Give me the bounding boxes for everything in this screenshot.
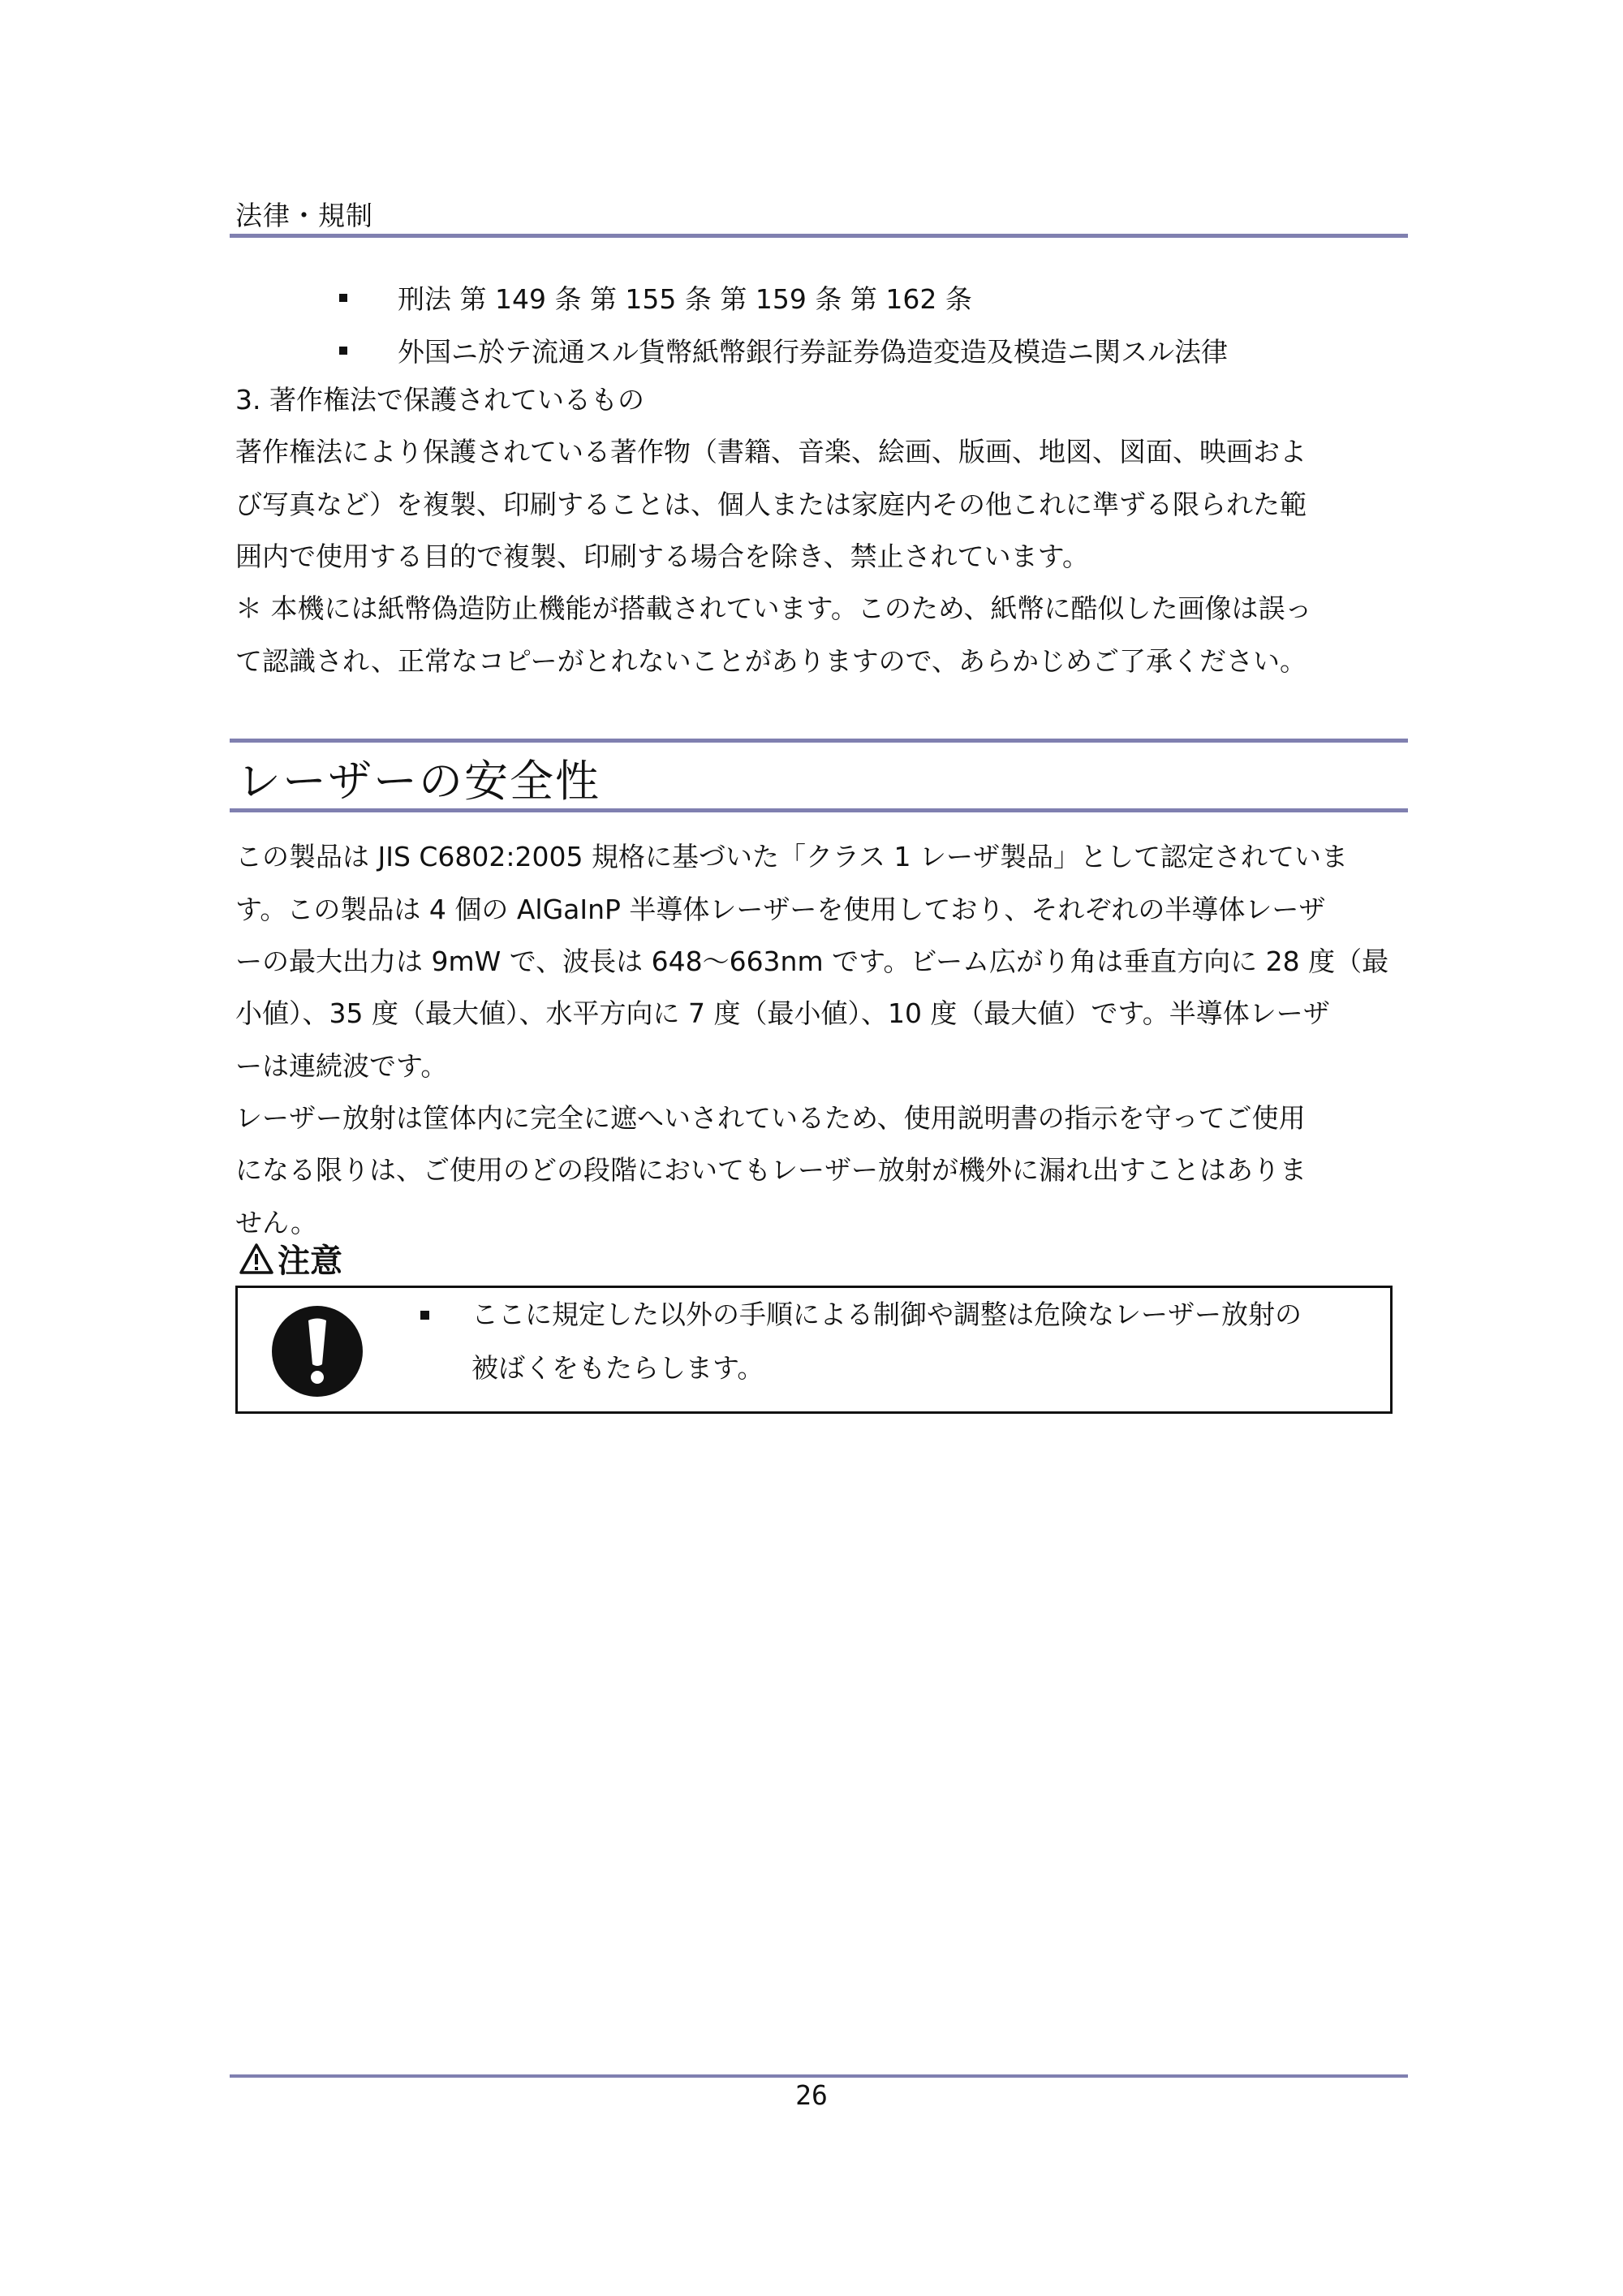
copyright-paragraph-line: 著作権法により保護されている著作物（書籍、音楽、絵画、版画、地図、図面、映画およ: [235, 436, 1307, 467]
header-rule: [230, 234, 1408, 238]
caution-text-line: 被ばくをもたらします。: [471, 1352, 764, 1384]
page-number: 26: [795, 2079, 828, 2111]
section-rule-top: [230, 739, 1408, 743]
copyright-heading: 3. 著作権法で保護されているもの: [235, 384, 644, 416]
laser-paragraph-line: す。この製品は 4 個の AlGaInP 半導体レーザーを使用しており、それぞれの半導体レーザ: [235, 894, 1326, 925]
laser-paragraph-line: ーは連続波です。: [235, 1050, 448, 1082]
warning-triangle-icon: [239, 1243, 274, 1275]
caution-text-line: ここに規定した以外の手順による制御や調整は危険なレーザー放射の: [471, 1299, 1302, 1330]
law-list-item: [339, 331, 1228, 369]
section-rule-bottom: [230, 808, 1408, 812]
copyright-paragraph-line: 囲内で使用する目的で複製、印刷する場合を除き、禁止されています。: [235, 541, 1090, 572]
running-header: 法律・規制: [235, 200, 373, 231]
exclamation-circle-icon: [272, 1306, 363, 1400]
counterfeit-note-line: ＊ 本機には紙幣偽造防止機能が搭載されています。このため、紙幣に酷似した画像は誤っ: [235, 592, 1312, 624]
caution-text: [471, 1288, 1302, 1395]
copyright-paragraph-line: び写真など）を複製、印刷することは、個人または家庭内その他これに準ずる限られた範: [235, 489, 1307, 520]
laser-paragraph-line: この製品は JIS C6802:2005 規格に基づいた「クラス 1 レーザ製品」として認定されていま: [235, 841, 1348, 872]
laser-paragraph-line: レーザー放射は筐体内に完全に遮へいされているため、使用説明書の指示を守ってご使用: [235, 1102, 1306, 1134]
footer-rule: [230, 2074, 1408, 2078]
counterfeit-note-line: て認識され、正常なコピーがとれないことがありますので、あらかじめご了承ください。: [235, 645, 1307, 677]
law-list-item: [339, 278, 972, 317]
caution-heading: [239, 1235, 342, 1282]
caution-box: [235, 1286, 1393, 1414]
section-title: レーザーの安全性: [237, 756, 601, 807]
law-list-item-text: 刑法 第 149 条 第 155 条 第 159 条 第 162 条: [398, 283, 972, 315]
laser-paragraph-line: ーの最大出力は 9mW で、波長は 648～663nm です。ビーム広がり角は垂直方向に 28 度（最: [235, 946, 1389, 977]
laser-paragraph-line: になる限りは、ご使用のどの段階においてもレーザー放射が機外に漏れ出すことはありま: [235, 1154, 1307, 1186]
laser-paragraph-line: せん。: [235, 1207, 317, 1238]
law-list-item-text: 外国ニ於テ流通スル貨幣紙幣銀行券証券偽造変造及模造ニ関スル法律: [398, 336, 1228, 368]
bullet-square-icon: [420, 1311, 429, 1320]
bullet-square-icon: [339, 347, 347, 355]
laser-paragraph-line: 小値）、35 度（最大値）、水平方向に 7 度（最小値）、10 度（最大値）です。半導体レーザ: [235, 997, 1330, 1029]
caution-heading-label: 注意: [278, 1243, 342, 1280]
bullet-square-icon: [339, 294, 347, 302]
